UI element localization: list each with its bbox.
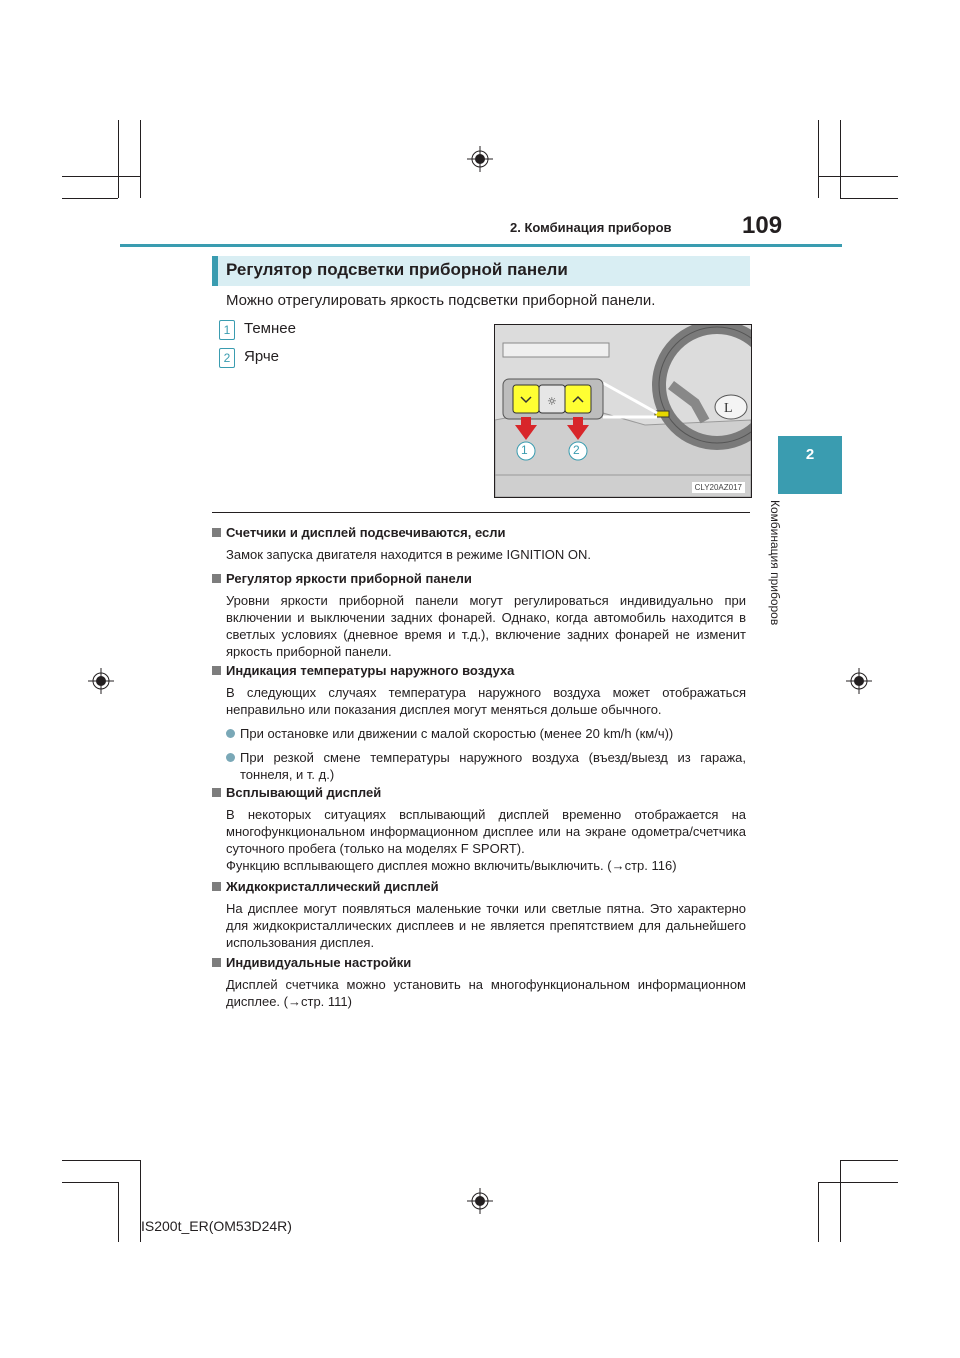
note-title: Индикация температуры наружного воздуха bbox=[212, 662, 750, 680]
dashboard-illustration bbox=[494, 324, 752, 498]
note-brightness-control bbox=[212, 570, 750, 660]
note-text: Замок запуска двигателя находится в режиме IGNITION ON. bbox=[226, 547, 592, 562]
chapter-heading: 2. Комбинация приборов bbox=[510, 220, 672, 235]
note-title: Счетчики и дисплей подсвечиваются, если bbox=[212, 524, 750, 542]
dashboard-drawing bbox=[495, 325, 751, 497]
note-title: Всплывающий дисплей bbox=[212, 784, 750, 802]
note-bullet: При остановке или движении с малой скоростью (менее 20 km/h (км/ч)) bbox=[212, 725, 750, 742]
section-title: Регулятор подсветки приборной панели bbox=[226, 260, 568, 279]
note-title: Индивидуальные настройки bbox=[212, 954, 750, 972]
note-title: Жидкокристаллический дисплей bbox=[212, 878, 750, 896]
step-number-2: 2 bbox=[219, 348, 235, 368]
note-text: Дисплей счетчика можно установить на многофункциональном информационном дисплее. (→стр. 111) bbox=[226, 977, 746, 1009]
section-title-accent bbox=[212, 256, 218, 286]
note-outside-temperature bbox=[212, 662, 750, 783]
page-number: 109 bbox=[742, 212, 783, 239]
note-popup-display bbox=[212, 784, 750, 874]
section-divider bbox=[212, 512, 750, 513]
chapter-tab bbox=[778, 436, 842, 494]
figure-callout-1: 1 bbox=[521, 443, 528, 457]
note-customization bbox=[212, 954, 750, 1010]
chapter-tab-label-text: Комбинация приборов bbox=[768, 500, 782, 626]
note-text: Уровни яркости приборной панели могут регулироваться индивидуально при включении и выключении задних фонарей. Однако, когда автомобиль находится в светлых условиях (дневное время и т.д.), включение задних фонарей не изменит яркость приборной панели. bbox=[226, 593, 746, 659]
registration-mark-top bbox=[467, 146, 493, 172]
registration-mark-left bbox=[88, 668, 114, 694]
note-text: В следующих случаях температура наружного воздуха может отображаться неправильно или показания дисплея могут меняться дольше обычного. bbox=[226, 685, 746, 717]
figure-callout-2: 2 bbox=[573, 443, 580, 457]
registration-mark-bottom bbox=[467, 1188, 493, 1214]
note-text: На дисплее могут появляться маленькие точки или светлые пятна. Это характерно для жидкокристаллических дисплеев и не является препятствием для дальнейшего использования дисплея. bbox=[226, 901, 746, 950]
note-ignition bbox=[212, 524, 750, 563]
step-text-1: Темнее bbox=[244, 320, 296, 337]
section-intro: Можно отрегулировать яркость подсветки приборной панели. bbox=[226, 292, 656, 309]
note-lcd bbox=[212, 878, 750, 951]
svg-text:L: L bbox=[724, 401, 733, 416]
document-id: IS200t_ER(OM53D24R) bbox=[141, 1218, 292, 1234]
figure-code: CLY20AZ017 bbox=[692, 482, 745, 493]
svg-text:☼: ☼ bbox=[547, 395, 557, 408]
note-title: Регулятор яркости приборной панели bbox=[212, 570, 750, 588]
note-text: Функцию всплывающего дисплея можно включить/выключить. (→стр. 116) bbox=[226, 858, 677, 873]
chapter-tab-label bbox=[770, 500, 790, 670]
header-rule bbox=[120, 244, 842, 247]
registration-mark-right bbox=[846, 668, 872, 694]
step-text-2: Ярче bbox=[244, 348, 280, 365]
note-bullet: При резкой смене температуры наружного воздуха (въезд/выезд из гаража, тоннеля, и т. д.) bbox=[212, 749, 750, 783]
step-number-1: 1 bbox=[219, 320, 235, 340]
note-text: В некоторых ситуациях всплывающий дисплей временно отображается на многофункциональном информационном дисплее или на экране одометра/счетчика суточного пробега (только на моделях F SPORT). bbox=[226, 807, 746, 856]
chapter-tab-number: 2 bbox=[805, 446, 815, 463]
